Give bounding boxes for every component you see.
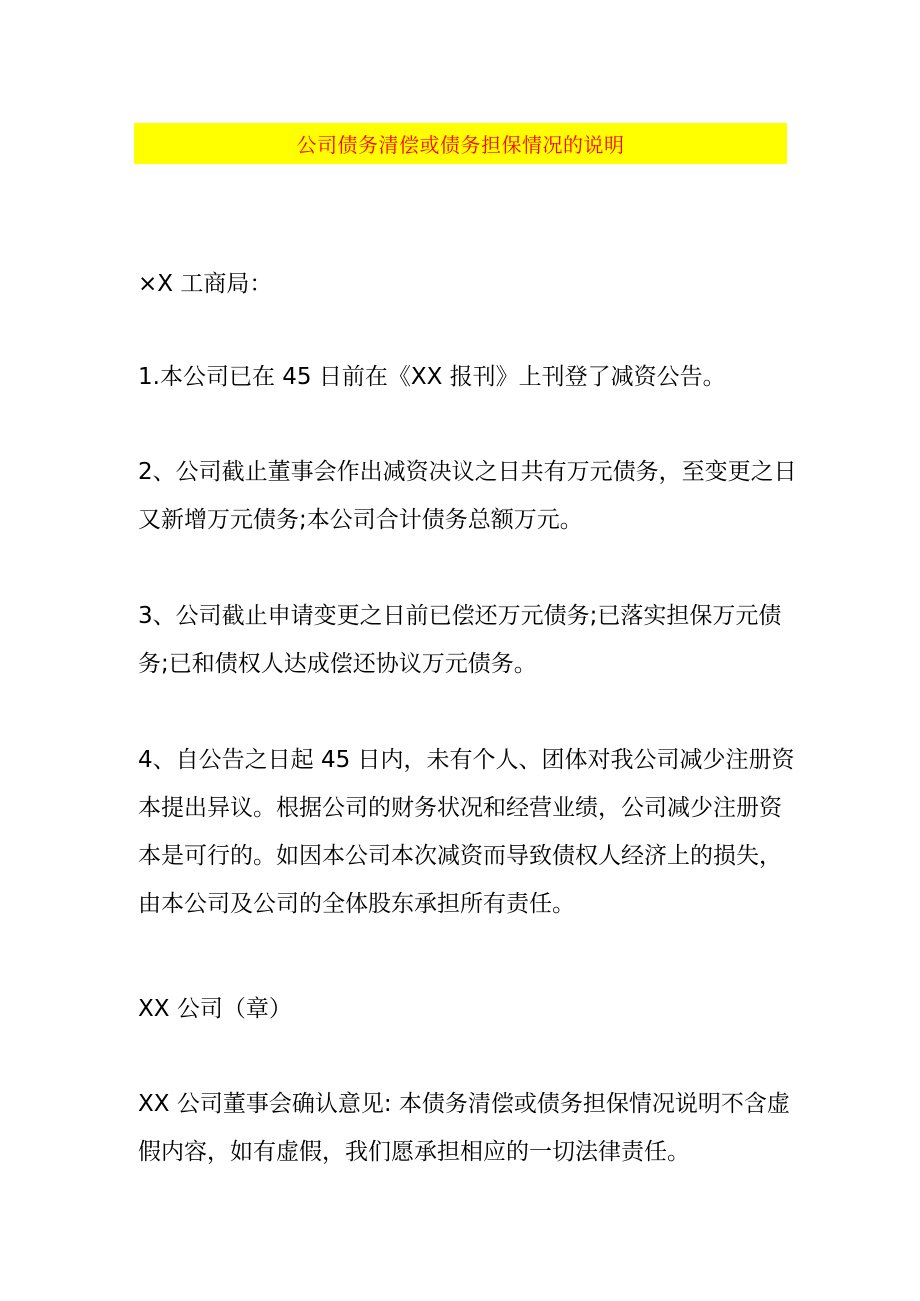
statement-item-2: 2、公司截止董事会作出减资决议之日共有万元债务，至变更之日又新增万元债务;本公司合计债务总额万元。 (138, 459, 797, 533)
statement-item-3: 3、公司截止申请变更之日前已偿还万元债务;已落实担保万元债务;已和债权人达成偿还协议万元债务。 (138, 603, 782, 677)
statement-item-4: 4、自公告之日起 45 日内，未有个人、团体对我公司减少注册资本提出异议。根据公司的财务状况和经营业绩，公司减少注册资本是可行的。如因本公司本次减资而导致债权人经济上的损失，由本公司及公司的全体股东承担所有责任。 (138, 747, 795, 917)
salutation: ×X 工商局： (138, 271, 273, 297)
statement-item-1: 1.本公司已在 45 日前在《XX 报刊》上刊登了减资公告。 (138, 364, 726, 390)
document-title: 公司债务清偿或债务担保情况的说明 (296, 133, 625, 157)
title-highlight (134, 123, 787, 164)
company-seal-line: XX 公司（章） (138, 996, 292, 1022)
board-confirmation: XX 公司董事会确认意见: 本债务清偿或债务担保情况说明不含虚假内容，如有虚假，我们愿承担相应的一切法律责任。 (138, 1091, 790, 1165)
